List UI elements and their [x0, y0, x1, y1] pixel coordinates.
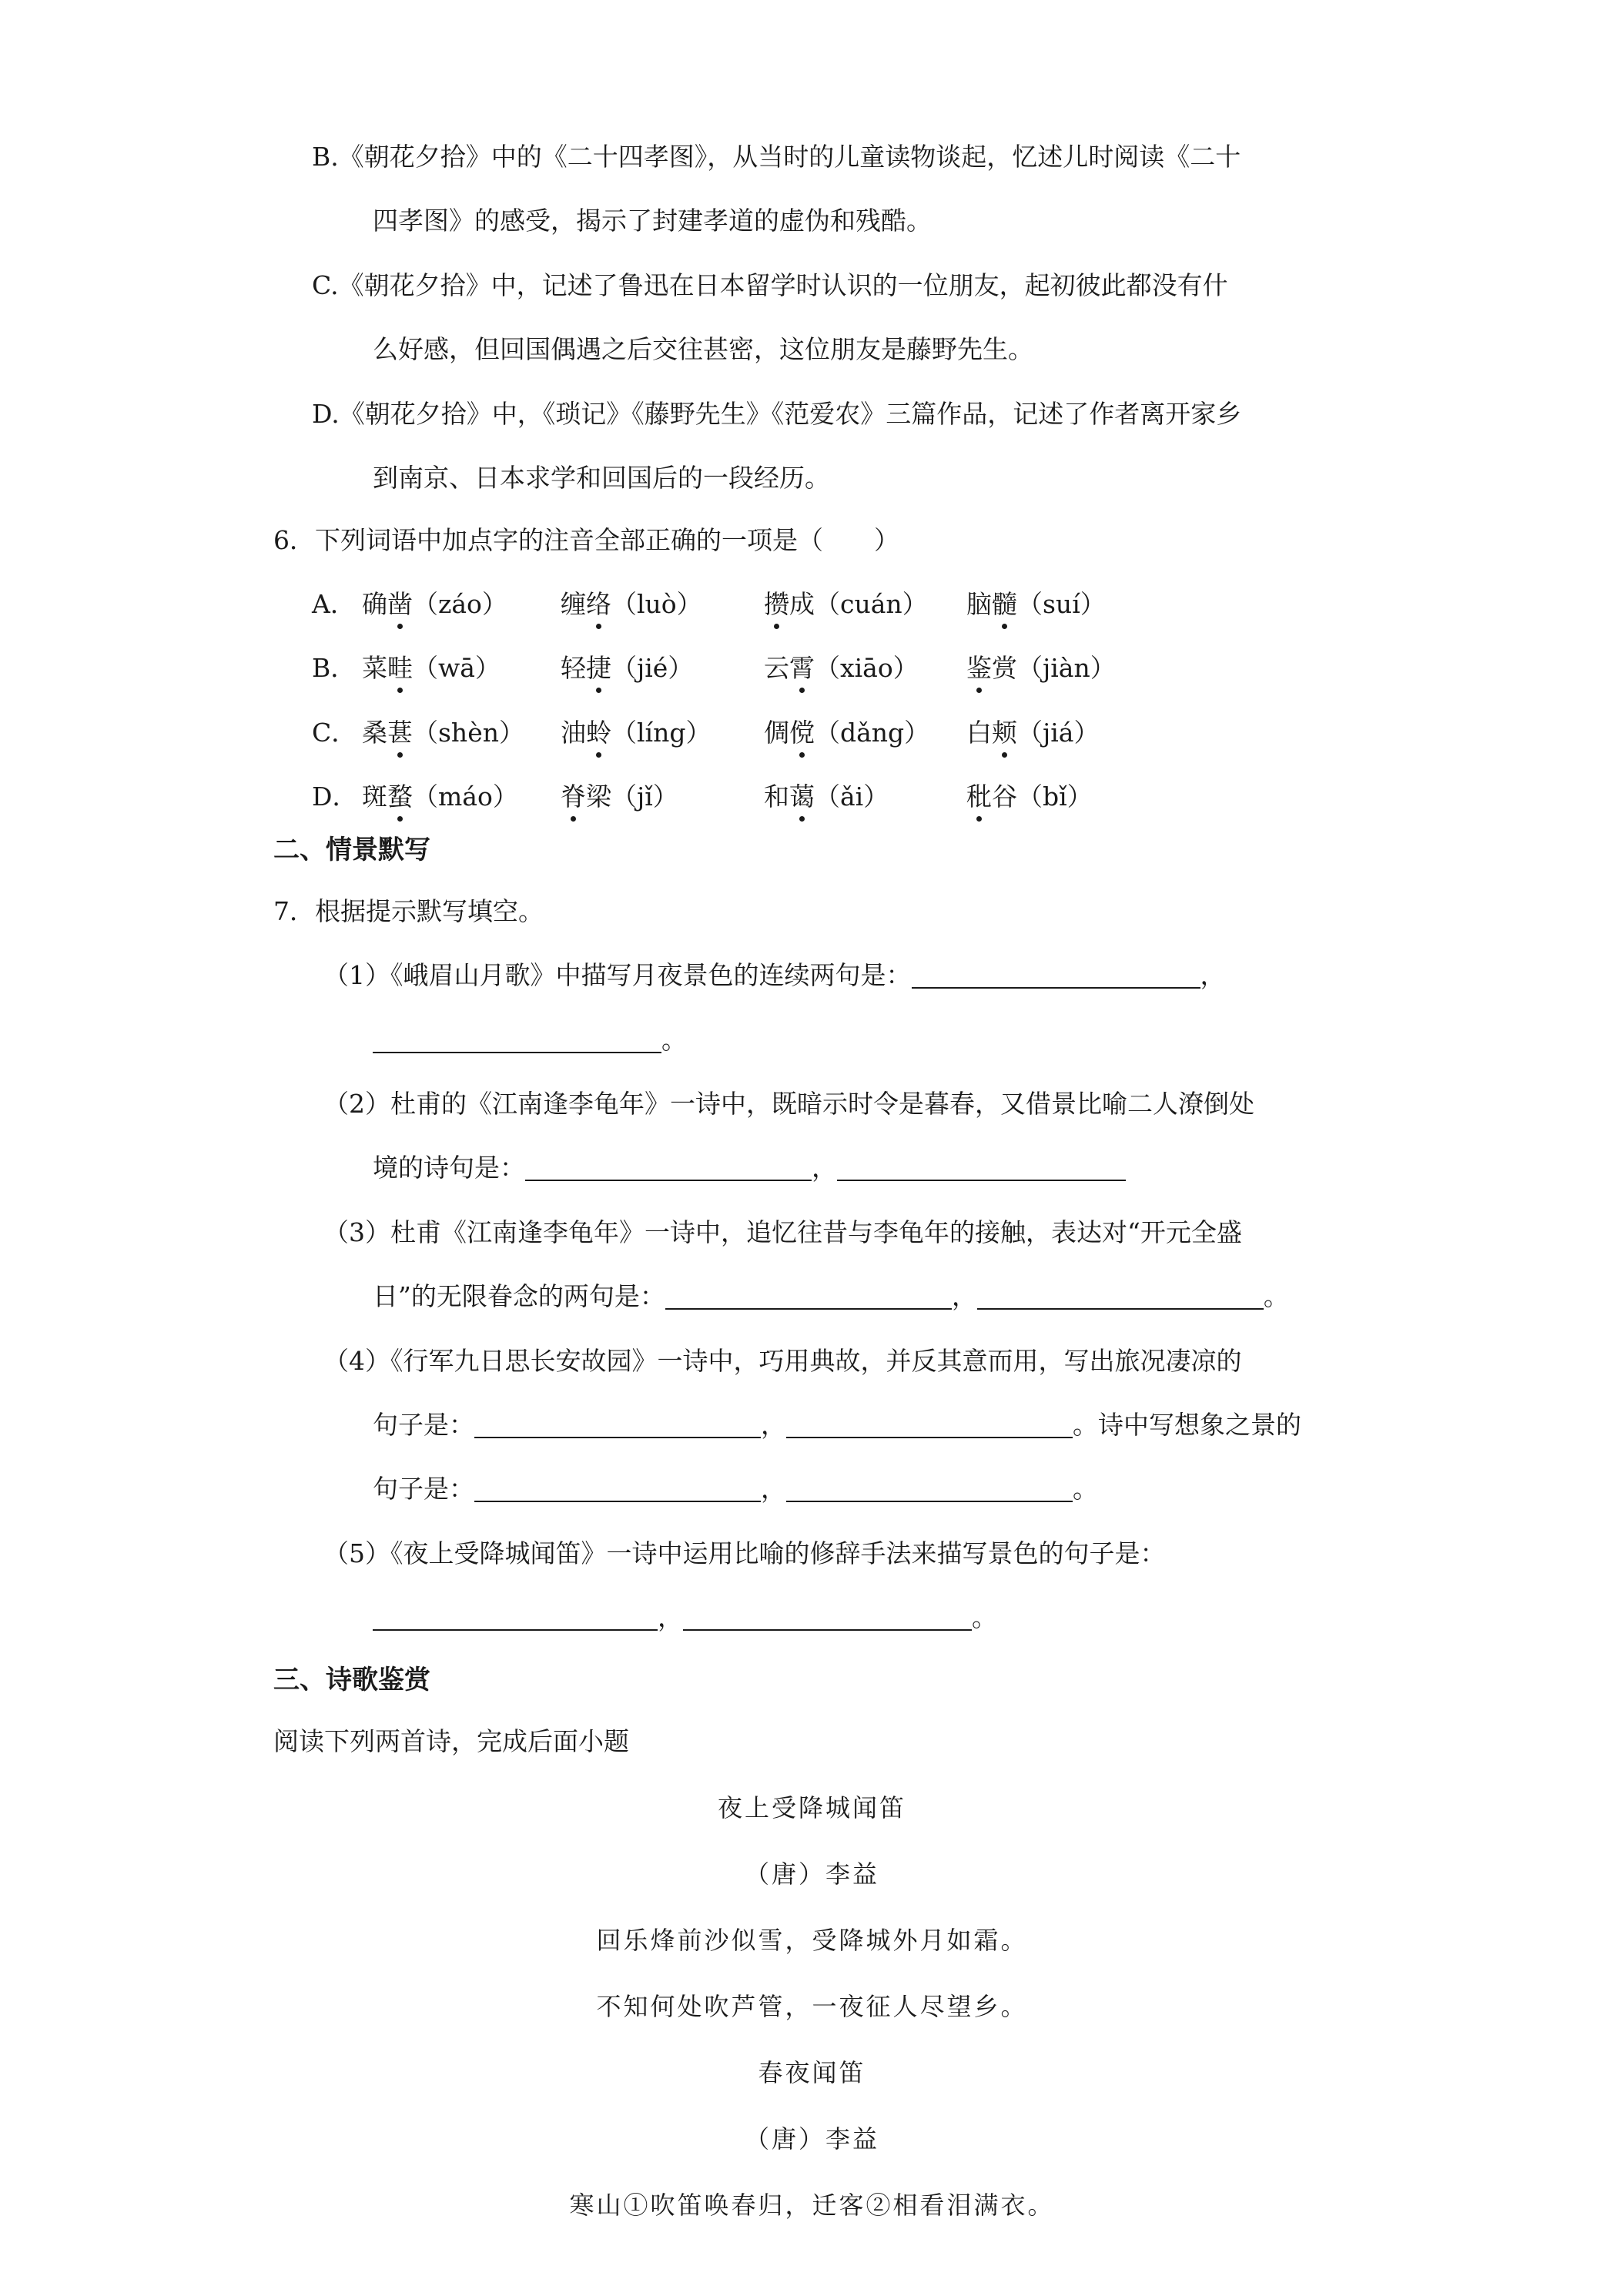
q7-part1-line2: [373, 1023, 687, 1057]
q7-part2-text: 境的诗句是：: [373, 1153, 525, 1183]
word-pinyin: 谷（bǐ）: [992, 782, 1093, 812]
dotted-character: 捷: [586, 651, 611, 685]
q7-part4-line1: （4）《行军九日思长安故园》一诗中，巧用典故，并反其意而用，写出旅况凄凉的: [323, 1346, 1242, 1376]
q6-word-item: [561, 587, 702, 621]
section-3-heading: 三、诗歌鉴赏: [273, 1665, 430, 1695]
comma: ，: [951, 1281, 977, 1311]
word-prefix: 脑: [966, 589, 992, 619]
dotted-character: 络: [586, 587, 611, 621]
poem2-line1: 寒山①吹笛唤春归，迁客②相看泪满衣。: [569, 2191, 1055, 2220]
dotted-character: 攒: [764, 587, 789, 621]
period: 。: [972, 1602, 997, 1632]
q7-part3-text: 日”的无限眷念的两句是：: [373, 1281, 665, 1311]
word-pinyin: （jiá）: [1017, 718, 1100, 748]
word-prefix: 确: [362, 589, 387, 619]
q6-word-item: [764, 651, 919, 685]
word-pinyin: （luò）: [611, 589, 702, 619]
q7-part1-text: （1）《峨眉山月歌》中描写月夜景色的连续两句是：: [323, 960, 912, 990]
comma: ，: [1200, 960, 1226, 990]
dotted-character: 脊: [561, 780, 586, 814]
reading-intro: 阅读下列两首诗，完成后面小题: [273, 1726, 629, 1756]
q6-word-item: [966, 587, 1106, 621]
q6-word-item: [966, 780, 1093, 814]
comma: ，: [812, 1153, 837, 1183]
q7-part4-line2: [373, 1408, 1301, 1442]
q6-option-label: C．: [312, 718, 357, 748]
q7-stem: 7．根据提示默写填空。: [273, 896, 544, 926]
word-pinyin: （shèn）: [413, 718, 524, 748]
word-prefix: 桑: [362, 718, 387, 748]
q6-word-item: [764, 716, 929, 750]
word-pinyin: （dǎng）: [815, 718, 930, 748]
q6-word-item: [362, 651, 501, 685]
q6-word-item: [561, 651, 693, 685]
q7-part3-line2: [373, 1280, 1289, 1314]
word-pinyin: （xiāo）: [815, 653, 919, 683]
dotted-character: 蔼: [789, 780, 815, 814]
option-c-line2: 么好感，但回国偶遇之后交往甚密，这位朋友是藤野先生。: [373, 334, 1033, 364]
option-b-line1: B.《朝花夕拾》中的《二十四孝图》，从当时的儿童读物谈起，忆述儿时阅读《二十: [312, 142, 1241, 172]
dotted-character: 颊: [992, 716, 1017, 750]
answer-blank[interactable]: [912, 964, 1200, 989]
dotted-character: 秕: [966, 780, 992, 814]
word-pinyin: 梁（jǐ）: [586, 782, 678, 812]
word-pinyin: （suí）: [1017, 589, 1106, 619]
dotted-character: 髓: [992, 587, 1017, 621]
word-pinyin: 成（cuán）: [789, 589, 928, 619]
q6-word-item: [362, 780, 518, 814]
answer-blank[interactable]: [665, 1285, 952, 1310]
q6-word-item: [362, 716, 524, 750]
dotted-character: 鉴: [966, 651, 992, 685]
poem2-title: 春夜闻笛: [758, 2058, 866, 2087]
q7-part2-line2: [373, 1151, 1126, 1185]
dotted-character: 凿: [387, 587, 413, 621]
poem1-line2: 不知何处吹芦管，一夜征人尽望乡。: [596, 1992, 1028, 2021]
answer-blank[interactable]: [474, 1414, 761, 1438]
word-pinyin: （ǎi）: [815, 782, 889, 812]
comma: ，: [761, 1474, 786, 1504]
section-2-heading: 二、情景默写: [273, 835, 430, 865]
word-prefix: 云: [764, 653, 789, 683]
q6-word-item: [764, 780, 889, 814]
q7-part4-text-a: 句子是：: [373, 1410, 474, 1440]
q6-stem: 6．下列词语中加点字的注音全部正确的一项是（ ）: [273, 525, 899, 555]
option-d-line1: D.《朝花夕拾》中，《琐记》《藤野先生》《范爱农》三篇作品，记述了作者离开家乡: [312, 399, 1242, 429]
dotted-character: 蛉: [586, 716, 611, 750]
word-pinyin: （wā）: [413, 653, 501, 683]
q7-part4-line3: [373, 1472, 1098, 1506]
period: 。: [661, 1025, 687, 1055]
word-prefix: 倜: [764, 718, 789, 748]
option-b-line2: 四孝图》的感受，揭示了封建孝道的虚伪和残酷。: [373, 206, 932, 236]
answer-blank[interactable]: [786, 1478, 1073, 1502]
q7-part5-line1: （5）《夜上受降城闻笛》一诗中运用比喻的修辞手法来描写景色的句子是：: [323, 1538, 1166, 1568]
q6-option-label: D．: [312, 782, 358, 812]
word-prefix: 油: [561, 718, 586, 748]
comma: ，: [658, 1602, 683, 1632]
answer-blank[interactable]: [373, 1029, 661, 1053]
dotted-character: 畦: [387, 651, 413, 685]
word-prefix: 缠: [561, 589, 586, 619]
q6-word-item: [362, 587, 507, 621]
poem1-title: 夜上受降城闻笛: [717, 1793, 906, 1822]
q7-part4-text-b: 。诗中写想象之景的: [1073, 1410, 1301, 1440]
word-prefix: 菜: [362, 653, 387, 683]
q6-word-item: [966, 651, 1116, 685]
period: 。: [1073, 1474, 1098, 1504]
word-prefix: 白: [966, 718, 992, 748]
q7-part5-line2: [373, 1601, 997, 1635]
answer-blank[interactable]: [525, 1156, 812, 1181]
q6-word-item: [966, 716, 1099, 750]
poem1-author: （唐）李益: [744, 1859, 879, 1889]
answer-blank[interactable]: [977, 1285, 1264, 1310]
word-pinyin: （záo）: [413, 589, 507, 619]
answer-blank[interactable]: [837, 1156, 1126, 1181]
poem1-line1: 回乐烽前沙似雪，受降城外月如霜。: [596, 1926, 1028, 1955]
word-prefix: 轻: [561, 653, 586, 683]
q6-word-item: [561, 716, 712, 750]
dotted-character: 蝥: [387, 780, 413, 814]
word-pinyin: （jié）: [611, 653, 694, 683]
dotted-character: 傥: [789, 716, 815, 750]
dotted-character: 葚: [387, 716, 413, 750]
word-pinyin: （máo）: [413, 782, 518, 812]
q6-word-item: [561, 780, 678, 814]
q7-part1-line1: [323, 959, 1226, 992]
option-c-line1: C.《朝花夕拾》中，记述了鲁迅在日本留学时认识的一位朋友，起初彼此都没有什: [312, 270, 1228, 300]
q7-part4-text-c: 句子是：: [373, 1474, 474, 1504]
answer-blank[interactable]: [683, 1606, 972, 1631]
answer-blank[interactable]: [474, 1478, 761, 1502]
poem2-author: （唐）李益: [744, 2124, 879, 2154]
comma: ，: [761, 1410, 786, 1440]
q7-part3-line1: （3）杜甫《江南逢李龟年》一诗中，追忆往昔与李龟年的接触，表达对“开元全盛: [323, 1217, 1242, 1247]
option-d-line2: 到南京、日本求学和回国后的一段经历。: [373, 463, 830, 493]
word-prefix: 和: [764, 782, 789, 812]
answer-blank[interactable]: [373, 1606, 658, 1631]
q6-option-label: A．: [312, 589, 356, 619]
period: 。: [1263, 1281, 1289, 1311]
word-pinyin: （líng）: [611, 718, 712, 748]
q6-word-item: [764, 587, 928, 621]
word-pinyin: 赏（jiàn）: [992, 653, 1116, 683]
dotted-character: 霄: [789, 651, 815, 685]
word-prefix: 斑: [362, 782, 387, 812]
q6-option-label: B．: [312, 653, 357, 683]
q7-part2-line1: （2）杜甫的《江南逢李龟年》一诗中，既暗示时令是暮春，又借景比喻二人潦倒处: [323, 1089, 1254, 1119]
answer-blank[interactable]: [786, 1414, 1073, 1438]
